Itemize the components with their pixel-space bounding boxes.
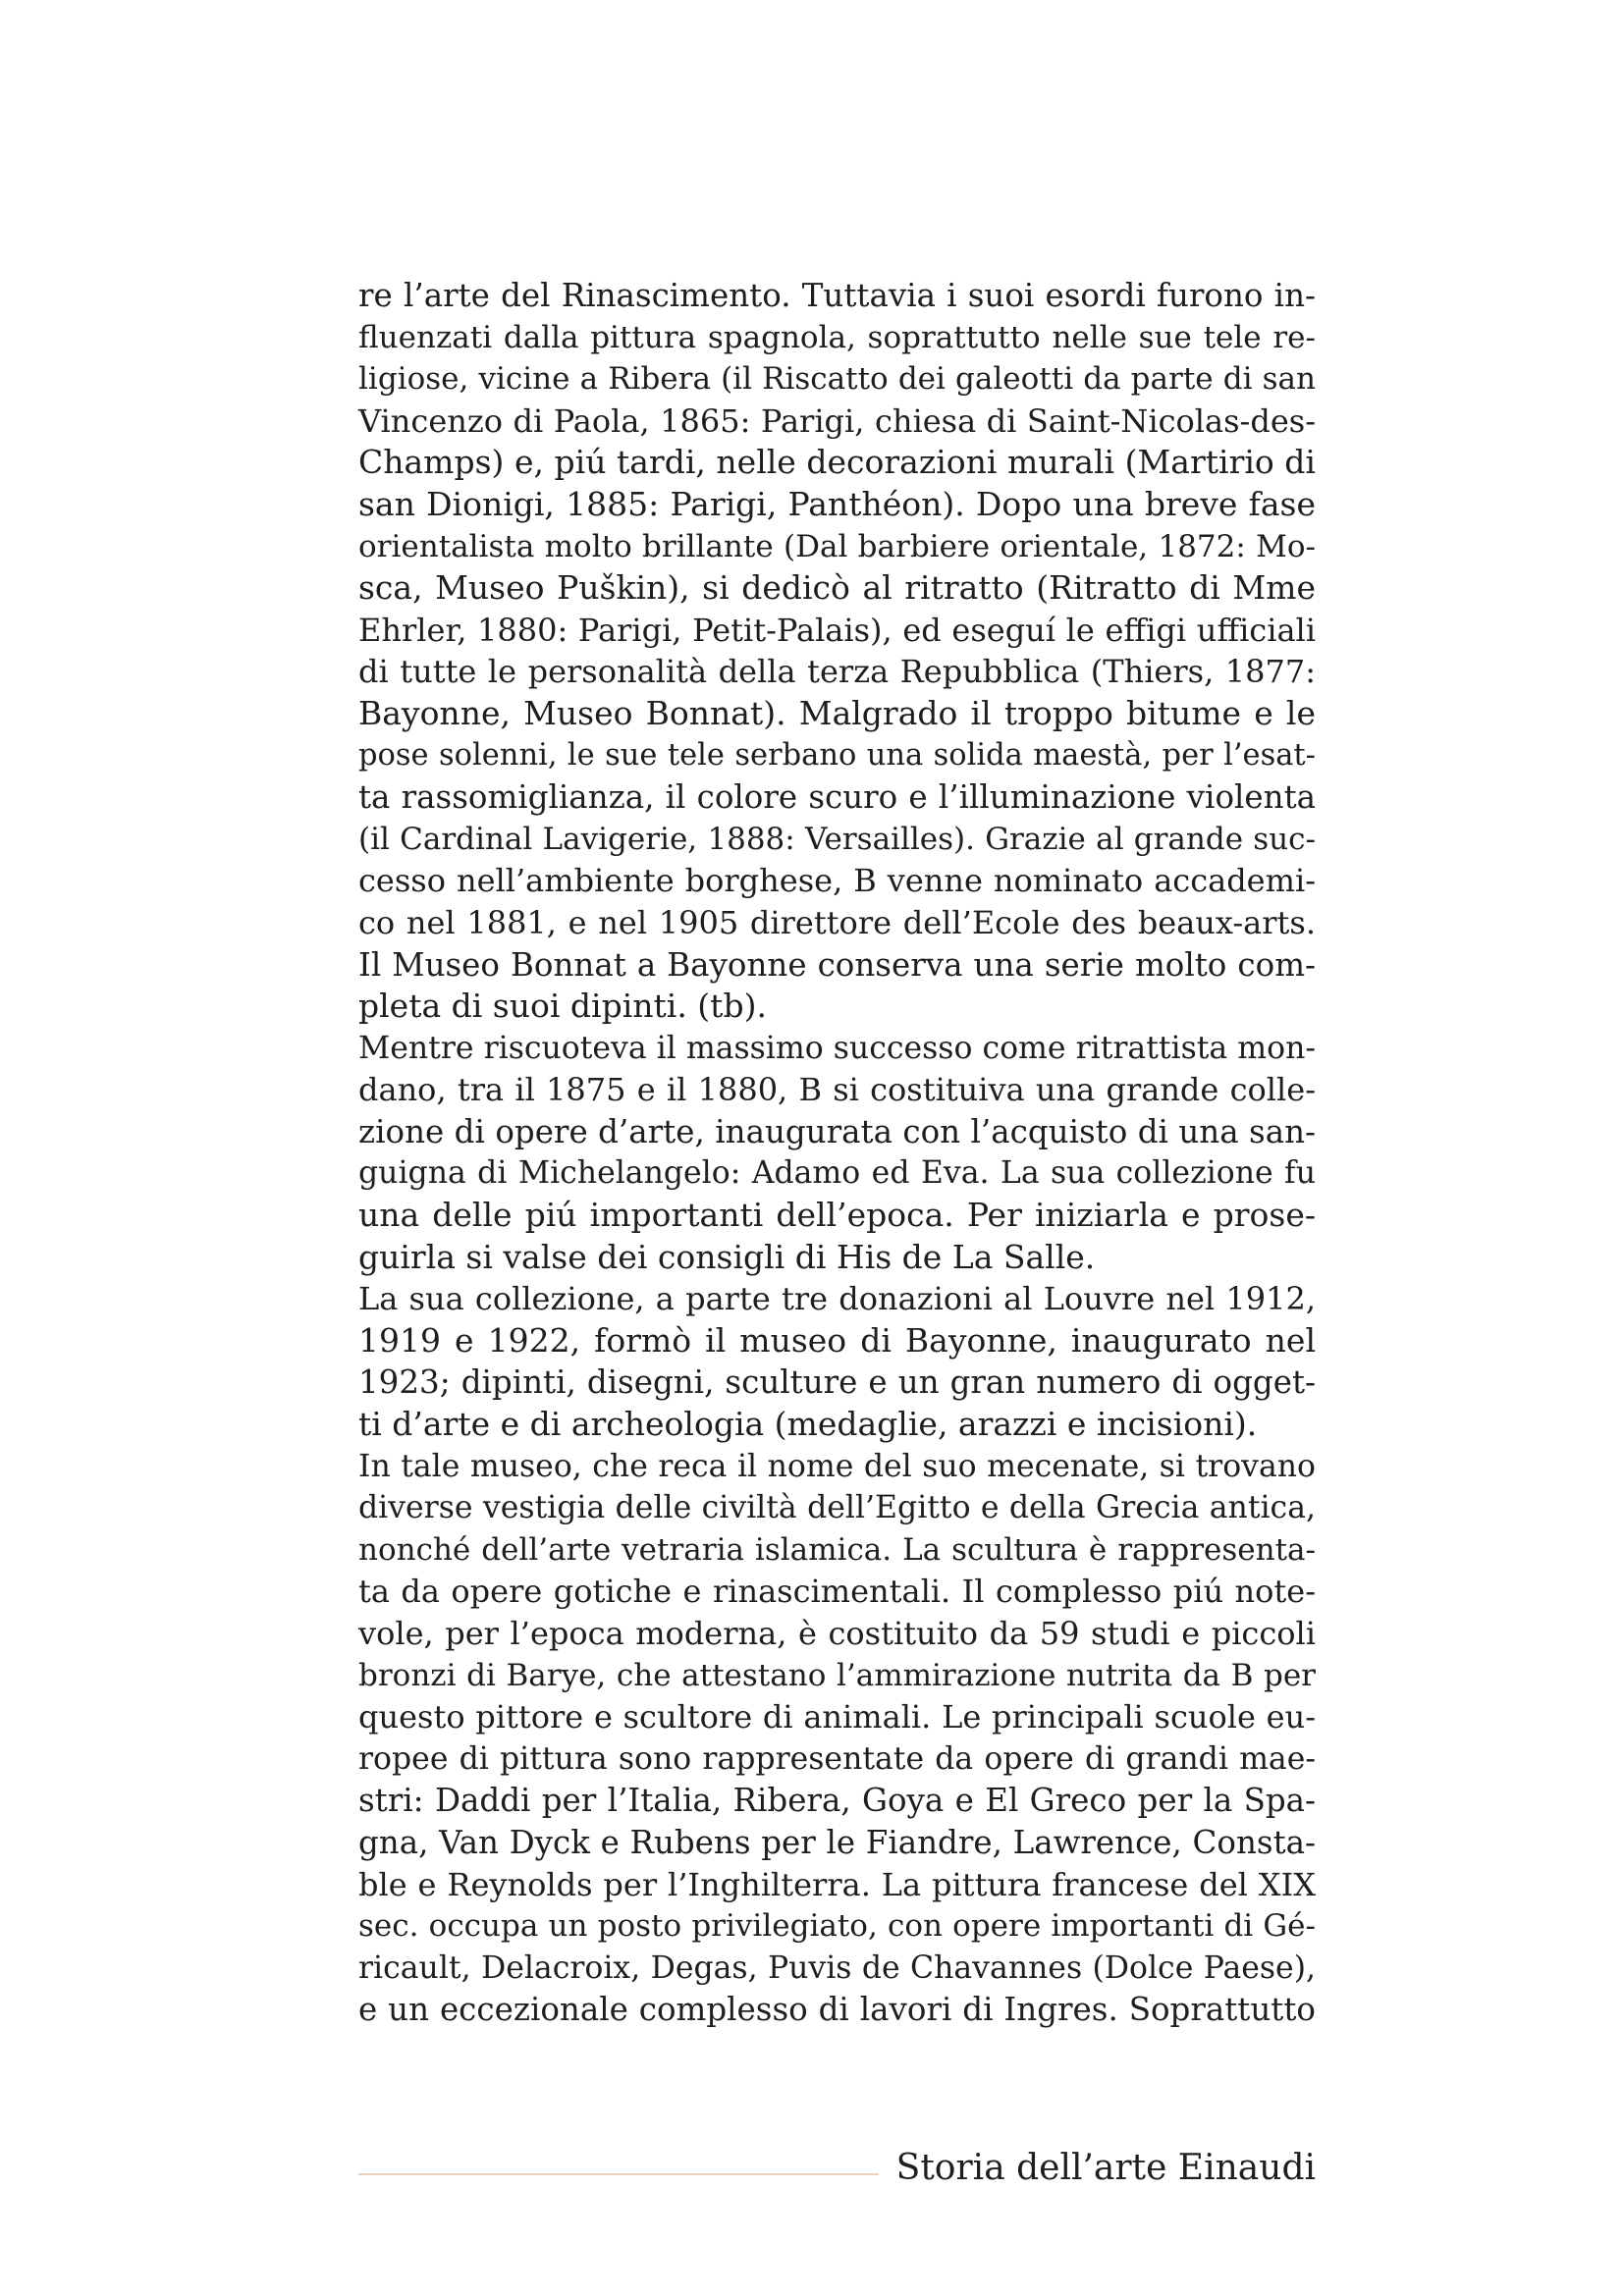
body-text <box>358 275 1316 2031</box>
text-line: gna, Van Dyck e Rubens per le Fiandre, Lawrence, Consta- <box>358 1823 1316 1861</box>
text-line: Vincenzo di Paola, 1865: Parigi, chiesa di Saint-Nicolas-des- <box>358 401 1316 440</box>
text-line: orientalista molto brillante (Dal barbiere orientale, 1872: Mo- <box>358 528 1316 564</box>
text-line: Ehrler, 1880: Parigi, Petit-Palais), ed eseguí le effigi ufficiali <box>358 611 1316 649</box>
text-line: guigna di Michelangelo: Adamo ed Eva. La sua collezione fu <box>358 1155 1316 1192</box>
text-line: sec. occupa un posto privilegiato, con opere importanti di Gé- <box>358 1908 1316 1945</box>
text-line: e un eccezionale complesso di lavori di Ingres. Soprattutto <box>358 1991 1316 2029</box>
text-line: nonché dell’arte vetraria islamica. La scultura è rappresenta- <box>358 1531 1316 1568</box>
text-line: zione di opere d’arte, inaugurata con l’acquisto di una san- <box>358 1112 1316 1150</box>
text-line: ricault, Delacroix, Degas, Puvis de Chavannes (Dolce Paese), <box>358 1949 1316 1986</box>
text-line: Bayonne, Museo Bonnat). Malgrado il troppo bitume e le <box>358 693 1316 732</box>
text-line: ta rassomiglianza, il colore scuro e l’illuminazione violenta <box>358 778 1316 817</box>
text-line: stri: Daddi per l’Italia, Ribera, Goya e El Greco per la Spa- <box>358 1782 1316 1820</box>
text-line: re l’arte del Rinascimento. Tuttavia i suoi esordi furono in- <box>358 277 1316 314</box>
text-line: 1919 e 1922, formò il museo di Bayonne, inaugurato nel <box>358 1320 1316 1360</box>
text-line: pleta di suoi dipinti. (tb). <box>358 987 767 1026</box>
text-line: La sua collezione, a parte tre donazioni al Louvre nel 1912, <box>358 1280 1316 1318</box>
text-line: ti d’arte e di archeologia (medaglie, arazzi e incisioni). <box>358 1405 1258 1444</box>
text-line: Il Museo Bonnat a Bayonne conserva una serie molto com- <box>358 945 1316 984</box>
text-line: diverse vestigia delle civiltà dell’Egitto e della Grecia antica, <box>358 1490 1316 1526</box>
text-line: cesso nell’ambiente borghese, B venne nominato accademi- <box>358 862 1316 900</box>
text-line: fluenzati dalla pittura spagnola, soprattutto nelle sue tele re- <box>358 319 1316 355</box>
text-line: una delle piú importanti dell’epoca. Per iniziarla e prose- <box>358 1196 1316 1235</box>
footer-divider <box>358 2173 879 2175</box>
text-line: questo pittore e scultore di animali. Le principali scuole eu- <box>358 1698 1316 1736</box>
text-line: In tale museo, che reca il nome del suo mecenate, si trovano <box>358 1448 1316 1484</box>
text-line: di tutte le personalità della terza Repubblica (Thiers, 1877: <box>358 653 1316 691</box>
text-line: guirla si valse dei consigli di His de La Salle. <box>358 1237 1096 1276</box>
text-line: ta da opere gotiche e rinascimentali. Il complesso piú note- <box>358 1573 1316 1611</box>
text-line: ropee di pittura sono rappresentate da opere di grandi mae- <box>358 1740 1316 1777</box>
text-line: Mentre riscuoteva il massimo successo come ritrattista mon- <box>358 1030 1316 1066</box>
text-line: san Dionigi, 1885: Parigi, Panthéon). Dopo una breve fase <box>358 484 1316 523</box>
text-line: dano, tra il 1875 e il 1880, B si costituiva una grande colle- <box>358 1071 1316 1109</box>
text-line: pose solenni, le sue tele serbano una solida maestà, per l’esat- <box>358 737 1316 773</box>
text-line: co nel 1881, e nel 1905 direttore dell’Ecole des beaux-arts. <box>358 903 1316 941</box>
footer-title: Storia dell’arte Einaudi <box>895 2148 1316 2188</box>
text-line: (il Cardinal Lavigerie, 1888: Versailles). Grazie al grande suc- <box>358 821 1316 857</box>
text-line: bronzi di Barye, che attestano l’ammirazione nutrita da B per <box>358 1657 1316 1693</box>
text-line: Champs) e, piú tardi, nelle decorazioni murali (Martirio di <box>358 443 1316 482</box>
text-line: ligiose, vicine a Ribera (il Riscatto dei galeotti da parte di san <box>358 361 1316 398</box>
text-line: vole, per l’epoca moderna, è costituito da 59 studi e piccoli <box>358 1615 1316 1652</box>
text-line: sca, Museo Puškin), si dedicò al ritratto (Ritratto di Mme <box>358 568 1316 608</box>
text-line: ble e Reynolds per l’Inghilterra. La pittura francese del XIX <box>358 1865 1316 1903</box>
text-line: 1923; dipinti, disegni, sculture e un gran numero di ogget- <box>358 1363 1316 1402</box>
